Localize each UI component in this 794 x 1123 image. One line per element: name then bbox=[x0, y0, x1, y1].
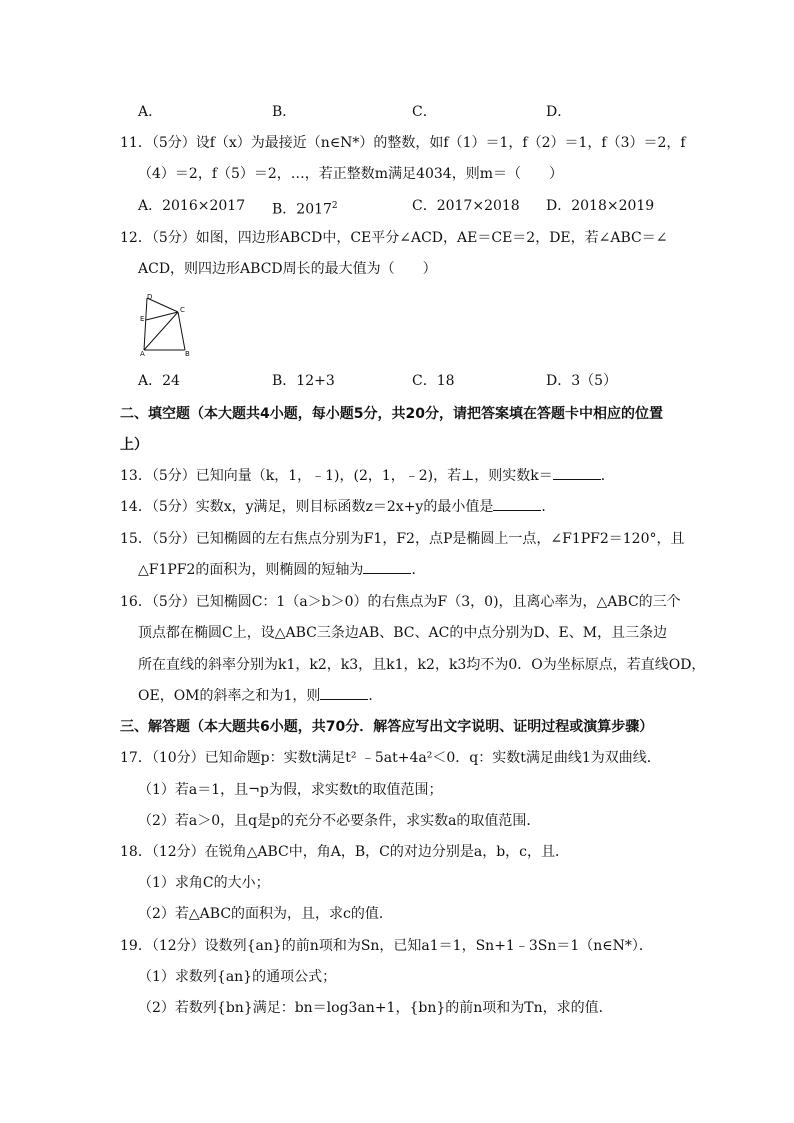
q10-option-d: D． bbox=[546, 104, 572, 120]
q12-option-c: C．18 bbox=[412, 373, 455, 389]
label-e: E bbox=[140, 315, 145, 323]
q11-option-b: B．2017$^2$ bbox=[272, 201, 338, 218]
section-3-heading: 三、解答题（本大题共6小题，共70分．解答应写出文字说明、证明过程或演算步骤） bbox=[120, 719, 654, 735]
q12-line-1: 12．（5分）如图，四边形ABCD中，CE平分∠ACD，AE＝CE＝2，DE，若∠ABC＝∠ bbox=[120, 230, 668, 246]
label-d: D bbox=[147, 294, 153, 301]
label-b: B bbox=[185, 350, 190, 356]
q16-line-3: 所在直线的斜率分别为k1，k2，k3，且k1，k2，k3均不为0．O为坐标原点，若直线OD， bbox=[138, 657, 706, 673]
q10-option-c: C． bbox=[412, 104, 437, 120]
q13: 13．（5分）已知向量（k，1，﹣1)，(2，1，﹣2)，若⊥，则实数k＝ ． bbox=[120, 468, 615, 484]
q16-line-1: 16．（5分）已知椭圆C：1（a＞b＞0）的右焦点为F（3，0)，且离心率为，△ABC的三个 bbox=[120, 594, 681, 610]
q11-option-d: D．2018×2019 bbox=[546, 198, 655, 214]
q14: 14．（5分）实数x，y满足，则目标函数z＝2x+y的最小值是 ． bbox=[120, 499, 556, 515]
section-2-heading-line-1: 二、填空题（本大题共4小题，每小题5分，共20分，请把答案填在答题卡中相应的位置 bbox=[120, 406, 663, 422]
q17-part-2: （2）若a＞0，且q是p的充分不必要条件，求实数a的取值范围． bbox=[138, 813, 541, 829]
q12-option-d: D．3（5） bbox=[546, 373, 618, 389]
q19-part-1: （1）求数列{an}的通项公式； bbox=[138, 969, 337, 985]
edge-cb bbox=[178, 312, 185, 350]
diagonal-ac bbox=[144, 312, 178, 350]
q10-option-a: A． bbox=[138, 104, 163, 120]
q19-line-1: 19．（12分）设数列{an}的前n项和为Sn，已知a1＝1，Sn+1﹣3Sn＝1（n∈N*）． bbox=[120, 938, 653, 954]
edge-da bbox=[144, 298, 147, 350]
q11-option-c: C．2017×2018 bbox=[412, 198, 520, 214]
q10-option-b: B． bbox=[272, 104, 297, 120]
q15-line-1: 15．（5分）已知椭圆的左右焦点分别为F1，F2，点P是椭圆上一点，∠F1PF2＝120°，且 bbox=[120, 531, 685, 547]
q15-line-2: △F1PF2的面积为，则椭圆的短轴为 ． bbox=[138, 562, 426, 578]
q11-option-a: A．2016×2017 bbox=[138, 198, 246, 214]
q17-line-1: 17．（10分）已知命题p：实数t满足t² ﹣5at+4a²＜0．q：实数t满足曲线1为双曲线． bbox=[120, 750, 661, 766]
label-c: C bbox=[180, 306, 185, 314]
q11-line-2: （4）＝2，f（5）＝2，…，若正整数m满足4034，则m＝（ ） bbox=[138, 166, 563, 182]
segment-ec bbox=[146, 312, 178, 320]
label-a: A bbox=[140, 350, 145, 356]
q18-part-1: （1）求角C的大小； bbox=[138, 875, 270, 891]
section-2-heading-line-2: 上） bbox=[120, 437, 148, 453]
q18-part-2: （2）若△ABC的面积为，且，求c的值． bbox=[138, 906, 393, 922]
q12-option-a: A．24 bbox=[138, 373, 180, 389]
q11-line-1: 11．（5分）设f（x）为最接近（n∈N*）的整数，如f（1）＝1，f（2）＝1，f（3）＝2，f bbox=[120, 135, 686, 151]
answer-blank bbox=[493, 498, 541, 511]
q16-line-4: OE，OM的斜率之和为1，则 ． bbox=[138, 688, 383, 704]
answer-blank bbox=[320, 687, 368, 700]
answer-blank bbox=[363, 561, 411, 574]
q18-line-1: 18．（12分）在锐角△ABC中，角A，B，C的对边分别是a，b，c，且． bbox=[120, 844, 570, 860]
quadrilateral-figure bbox=[140, 294, 192, 356]
q12-option-b: B．12+3 bbox=[272, 373, 335, 389]
answer-blank bbox=[553, 467, 601, 480]
q17-part-1: （1）若a＝1，且¬p为假，求实数t的取值范围； bbox=[138, 782, 443, 798]
q19-part-2: （2）若数列{bn}满足：bn＝log3an+1，{bn}的前n项和为Tn，求的值． bbox=[138, 1000, 613, 1016]
q12-line-2: ACD，则四边形ABCD周长的最大值为（ ） bbox=[138, 261, 437, 277]
q16-line-2: 顶点都在椭圆C上，设△ABC三条边AB、BC、AC的中点分别为D、E、M，且三条边 bbox=[138, 625, 668, 641]
